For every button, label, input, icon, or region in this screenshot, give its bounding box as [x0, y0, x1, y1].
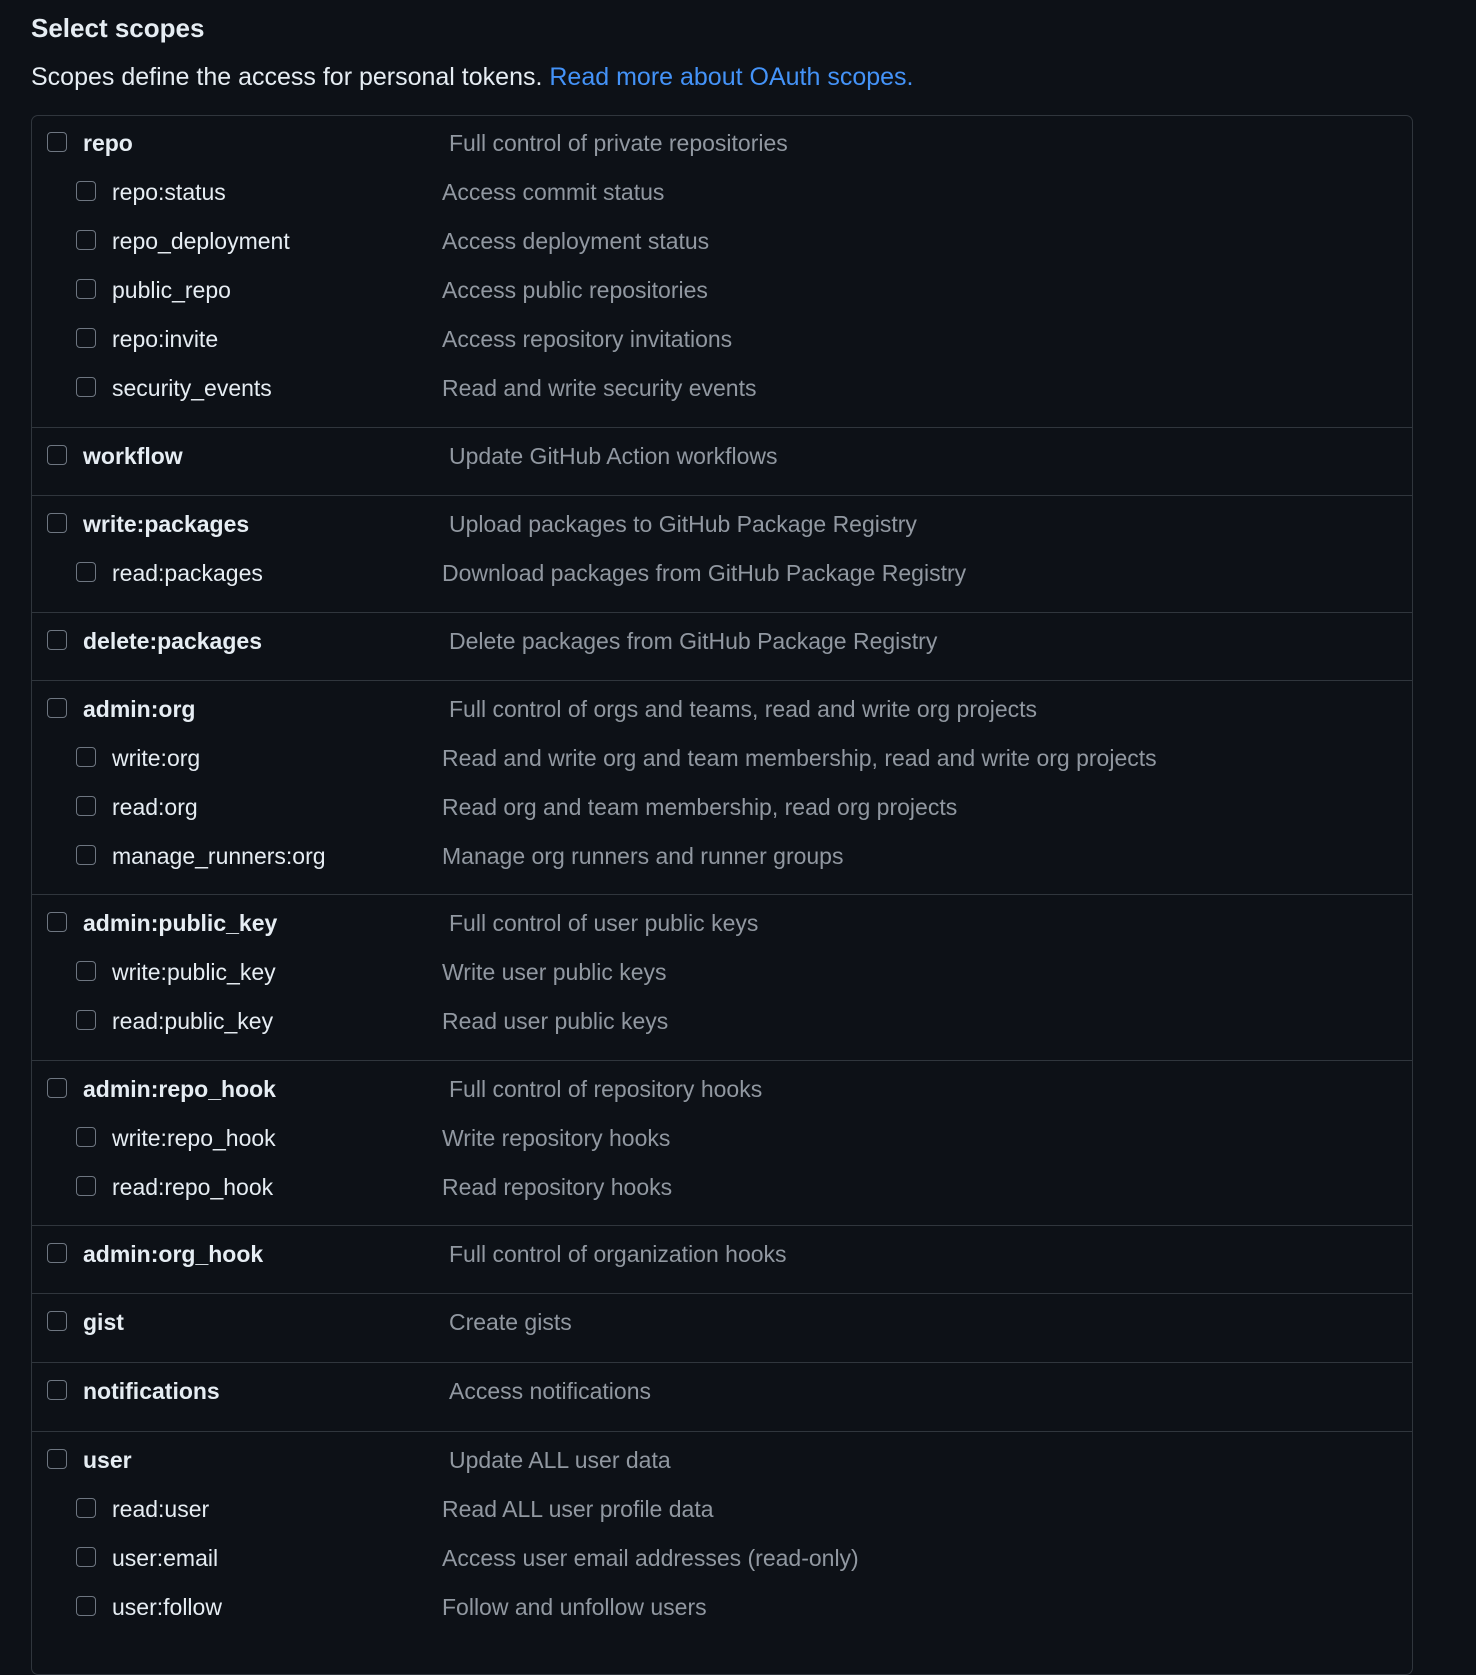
- scope-checkbox-user[interactable]: [47, 1449, 67, 1469]
- scope-description-read-repo-hook: Read repository hooks: [442, 1174, 673, 1200]
- scope-checkbox-repo-deployment[interactable]: [76, 230, 96, 250]
- scope-checkbox-notifications[interactable]: [47, 1380, 67, 1400]
- sub-scope-row-write-public-key: [31, 953, 1413, 997]
- scope-name-repo-deployment[interactable]: repo_deployment: [112, 228, 290, 254]
- scope-checkbox-gist[interactable]: [47, 1311, 67, 1331]
- scope-name-user-follow[interactable]: user:follow: [112, 1594, 222, 1620]
- scope-checkbox-repo[interactable]: [47, 132, 67, 152]
- sub-scope-row-read-org: [31, 788, 1413, 832]
- scope-checkbox-write-packages[interactable]: [47, 513, 67, 533]
- scope-name-admin-repo-hook[interactable]: admin:repo_hook: [83, 1076, 276, 1102]
- scope-checkbox-public-repo[interactable]: [76, 279, 96, 299]
- scope-name-security-events[interactable]: security_events: [112, 375, 272, 401]
- scope-description-notifications: Access notifications: [449, 1378, 651, 1404]
- scope-description-repo-status: Access commit status: [442, 179, 665, 205]
- scope-description-security-events: Read and write security events: [442, 375, 757, 401]
- scope-row-notifications: [31, 1372, 1413, 1416]
- scope-description-repo-invite: Access repository invitations: [442, 326, 733, 352]
- scope-description-user-email: Access user email addresses (read-only): [442, 1545, 859, 1571]
- scope-group-delete-packages: [31, 612, 1413, 680]
- scope-description-read-packages: Download packages from GitHub Package Registry: [442, 560, 967, 586]
- scope-description-repo: Full control of private repositories: [449, 130, 788, 156]
- scope-checkbox-admin-repo-hook[interactable]: [47, 1078, 67, 1098]
- scope-row-admin-repo-hook: [31, 1070, 1413, 1114]
- scope-checkbox-write-repo-hook[interactable]: [76, 1127, 96, 1147]
- scopes-description: [31, 63, 913, 92]
- scope-row-user: [31, 1441, 1413, 1485]
- scope-name-gist[interactable]: gist: [83, 1309, 124, 1335]
- sub-scope-row-read-repo-hook: [31, 1168, 1413, 1212]
- scope-group-notifications: [31, 1362, 1413, 1431]
- scope-group-repo: [31, 115, 1413, 427]
- oauth-scopes-link[interactable]: Read more about OAuth scopes.: [549, 63, 914, 91]
- sub-scope-row-write-repo-hook: [31, 1119, 1413, 1163]
- scope-description-read-user: Read ALL user profile data: [442, 1496, 714, 1522]
- scope-description-admin-org: Full control of orgs and teams, read and write org projects: [449, 696, 1038, 722]
- scope-checkbox-write-org[interactable]: [76, 747, 96, 767]
- scope-description-user-follow: Follow and unfollow users: [442, 1594, 707, 1620]
- scope-checkbox-read-org[interactable]: [76, 796, 96, 816]
- scope-description-workflow: Update GitHub Action workflows: [449, 443, 778, 469]
- scope-name-admin-org[interactable]: admin:org: [83, 696, 196, 722]
- scope-name-repo-status[interactable]: repo:status: [112, 179, 226, 205]
- scope-group-user: [31, 1431, 1413, 1642]
- scope-name-write-org[interactable]: write:org: [112, 745, 201, 771]
- scope-row-repo: [31, 124, 1413, 168]
- sub-scope-row-write-org: [31, 739, 1413, 783]
- scope-group-admin-repo-hook: [31, 1060, 1413, 1225]
- sub-scope-row-public-repo: [31, 271, 1413, 315]
- scope-checkbox-repo-invite[interactable]: [76, 328, 96, 348]
- scope-description-admin-org-hook: Full control of organization hooks: [449, 1241, 787, 1267]
- scope-row-workflow: [31, 437, 1413, 481]
- scope-checkbox-admin-org[interactable]: [47, 698, 67, 718]
- scope-checkbox-read-user[interactable]: [76, 1498, 96, 1518]
- scope-description-manage-runners-org: Manage org runners and runner groups: [442, 843, 844, 869]
- scope-description-admin-repo-hook: Full control of repository hooks: [449, 1076, 763, 1102]
- page-title: Select scopes: [31, 13, 205, 43]
- scope-checkbox-write-public-key[interactable]: [76, 961, 96, 981]
- scopes-description-text: Scopes define the access for personal tokens.: [31, 63, 543, 91]
- scope-name-user-email[interactable]: user:email: [112, 1545, 219, 1571]
- scope-row-gist: [31, 1303, 1413, 1347]
- sub-scope-row-repo-deployment: [31, 222, 1413, 266]
- scope-group-gist: [31, 1293, 1413, 1362]
- sub-scope-row-manage-runners-org: [31, 837, 1413, 881]
- scope-name-user[interactable]: user: [83, 1447, 132, 1473]
- scope-name-manage-runners-org[interactable]: manage_runners:org: [112, 843, 326, 869]
- scope-checkbox-read-public-key[interactable]: [76, 1010, 96, 1030]
- scope-description-write-org: Read and write org and team membership, read and write org projects: [442, 745, 1157, 771]
- scope-checkbox-read-packages[interactable]: [76, 562, 96, 582]
- scope-checkbox-workflow[interactable]: [47, 445, 67, 465]
- scope-description-write-packages: Upload packages to GitHub Package Registry: [449, 511, 917, 537]
- scope-name-delete-packages[interactable]: delete:packages: [83, 628, 262, 654]
- sub-scope-row-read-packages: [31, 554, 1413, 598]
- scope-group-admin-org-hook: [31, 1225, 1413, 1293]
- scope-name-read-repo-hook[interactable]: read:repo_hook: [112, 1174, 274, 1200]
- scope-checkbox-user-email[interactable]: [76, 1547, 96, 1567]
- scope-name-repo-invite[interactable]: repo:invite: [112, 326, 219, 352]
- sub-scope-row-repo-status: [31, 173, 1413, 217]
- scope-group-write-packages: [31, 495, 1413, 612]
- scope-description-delete-packages: Delete packages from GitHub Package Registry: [449, 628, 938, 654]
- sub-scope-row-read-public-key: [31, 1002, 1413, 1046]
- scope-description-write-repo-hook: Write repository hooks: [442, 1125, 671, 1151]
- scope-checkbox-user-follow[interactable]: [76, 1596, 96, 1616]
- sub-scope-row-user-email: [31, 1539, 1413, 1583]
- scope-description-admin-public-key: Full control of user public keys: [449, 910, 759, 936]
- scope-description-read-org: Read org and team membership, read org projects: [442, 794, 958, 820]
- scope-name-read-user[interactable]: read:user: [112, 1496, 210, 1522]
- scope-name-admin-org-hook[interactable]: admin:org_hook: [83, 1241, 264, 1267]
- scope-name-write-public-key[interactable]: write:public_key: [112, 959, 276, 985]
- scope-description-repo-deployment: Access deployment status: [442, 228, 710, 254]
- scope-description-read-public-key: Read user public keys: [442, 1008, 669, 1034]
- scope-name-write-repo-hook[interactable]: write:repo_hook: [112, 1125, 276, 1151]
- scope-description-user: Update ALL user data: [449, 1447, 671, 1473]
- scope-checkbox-admin-org-hook[interactable]: [47, 1243, 67, 1263]
- scope-checkbox-repo-status[interactable]: [76, 181, 96, 201]
- scope-row-admin-public-key: [31, 904, 1413, 948]
- scope-group-admin-public-key: [31, 894, 1413, 1060]
- scope-name-workflow[interactable]: workflow: [83, 443, 183, 469]
- sub-scope-row-security-events: [31, 369, 1413, 413]
- scope-name-read-public-key[interactable]: read:public_key: [112, 1008, 274, 1034]
- scope-checkbox-delete-packages[interactable]: [47, 630, 67, 650]
- scope-description-public-repo: Access public repositories: [442, 277, 708, 303]
- scope-name-repo[interactable]: repo: [83, 130, 133, 156]
- scope-name-notifications[interactable]: notifications: [83, 1378, 220, 1404]
- scope-name-admin-public-key[interactable]: admin:public_key: [83, 910, 278, 936]
- scope-checkbox-security-events[interactable]: [76, 377, 96, 397]
- scope-row-write-packages: [31, 505, 1413, 549]
- scope-name-read-org[interactable]: read:org: [112, 794, 198, 820]
- scope-description-gist: Create gists: [449, 1309, 572, 1335]
- scope-name-write-packages[interactable]: write:packages: [83, 511, 250, 537]
- scope-name-public-repo[interactable]: public_repo: [112, 277, 231, 303]
- sub-scope-row-repo-invite: [31, 320, 1413, 364]
- scope-checkbox-admin-public-key[interactable]: [47, 912, 67, 932]
- scope-checkbox-manage-runners-org[interactable]: [76, 845, 96, 865]
- scope-row-admin-org-hook: [31, 1235, 1413, 1279]
- scope-row-delete-packages: [31, 622, 1413, 666]
- sub-scope-row-read-user: [31, 1490, 1413, 1534]
- scope-group-workflow: [31, 427, 1413, 495]
- scope-name-read-packages[interactable]: read:packages: [112, 560, 263, 586]
- scope-row-admin-org: [31, 690, 1413, 734]
- scope-group-admin-org: [31, 680, 1413, 894]
- sub-scope-row-user-follow: [31, 1588, 1413, 1632]
- scope-description-write-public-key: Write user public keys: [442, 959, 667, 985]
- scope-checkbox-read-repo-hook[interactable]: [76, 1176, 96, 1196]
